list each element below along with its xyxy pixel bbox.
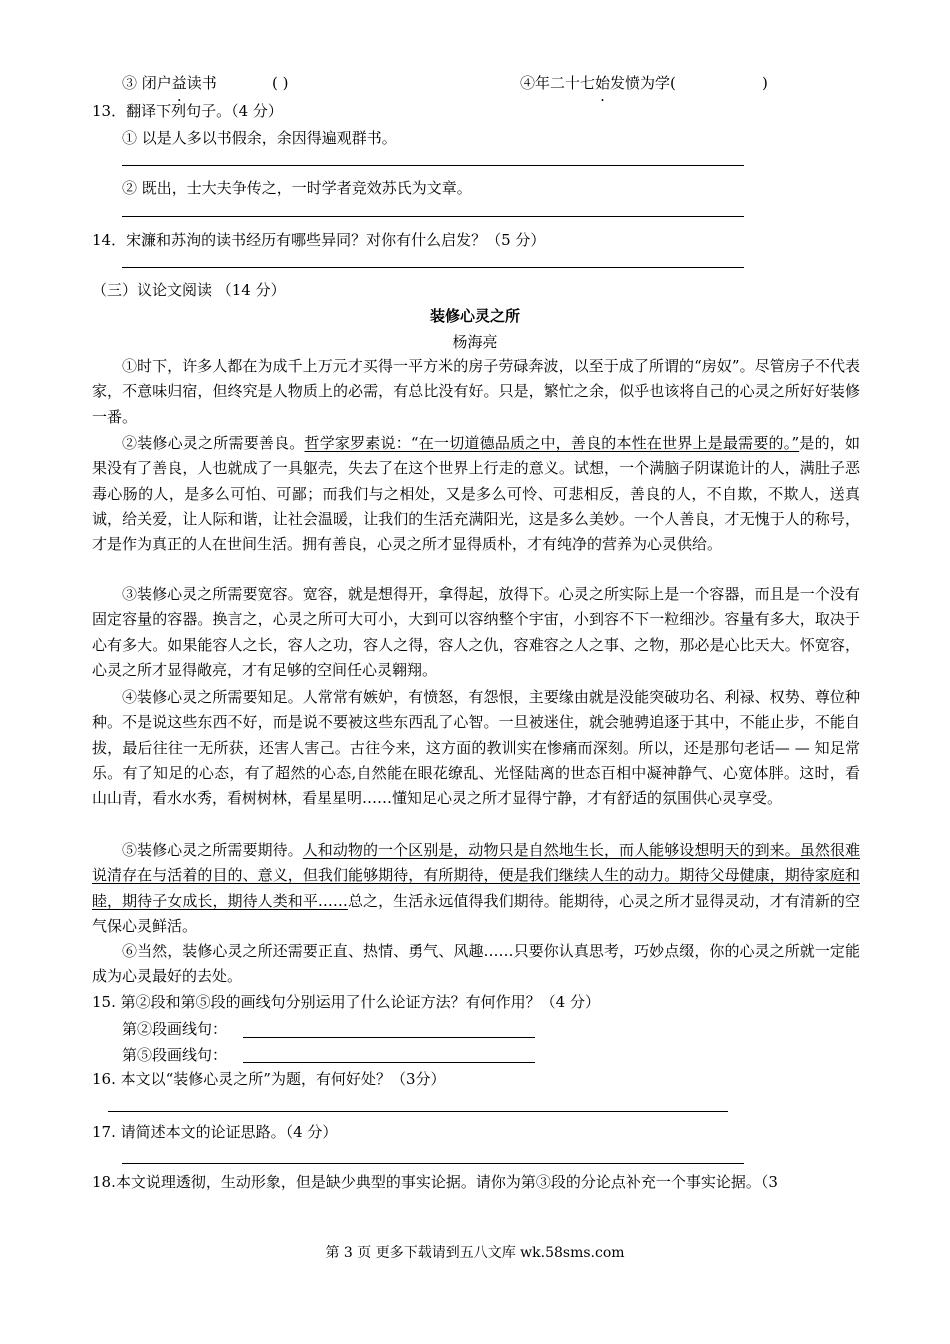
article-paragraph-4: ④装修心灵之所需要知足。人常常有嫉妒，有愤怒，有怨恨，主要缘由就是没能突破功名、利禄、权势、尊位种种。不是说这些东西不好，而是说不要被这些东西乱了心智。一旦被迷住，就会驰骋追逐于其中，不能止步，不能自拔，最后往往一无所获，还害人害己。古往今来，这方面的教训实在惨痛而深刻。所以，还是那句老话— — 知足常乐。有了知足的心态，有了超然的心态,自然能在眼花缭乱、光怪陆离的世态百相中凝神静气、心宽体胖。这时，看山山青，看水水秀，看树树林，看星星明……懂知足心灵之所才显得宁静，才有舒适的氛围供心灵享受。 bbox=[92, 688, 860, 808]
article-paragraph-2: ②装修心灵之所需要善良。哲学家罗素说：“在一切道德品质之中，善良的本性在世界上是最需要的。”是的，如果没有了善良，人也就成了一具躯壳，失去了在这个世界上行走的意义。试想，一个满脑子阴谋诡计的人，满肚子恶毒心肠的人，是多么可怕、可鄙；而我们与之相处，又是多么可怜、可悲相反，善良的人，不自欺，不欺人，送真诚，给关爱，让人际和谐，让社会温暖，让我们的生活充满阳光，这是多么美妙。一个人善良，才无愧于人的称号，才是作为真正的人在世间生活。拥有善良，心灵之所才显得质朴，才有纯净的营养为心灵供给。 bbox=[92, 434, 860, 554]
q15-stem: 15. 第②段和第⑤段的画线句分别运用了什么论证方法？有何作用？（4 分） bbox=[92, 993, 600, 1011]
underlined-quote: 哲学家罗素说：“在一切道德品质之中，善良的本性在世界上是最需要的。” bbox=[304, 434, 800, 452]
article-author: 杨海亮 bbox=[452, 333, 498, 351]
underlined-sentence: 人和动物的一个区别是，动物只是自然地生长，而人能够设想明天的到来。虽然很难说清存在与活着的目的、意义，但我们能够期待，有所期待，便是我们继续人生的动力。期待父母健康，期待家庭和睦，期待子女成长，期待人类和平…… bbox=[92, 841, 860, 910]
article-title: 装修心灵之所 bbox=[429, 307, 520, 325]
q12-item3-blank[interactable]: ( ) bbox=[272, 74, 289, 92]
q12-item4: ④年二十七始发愤为学( bbox=[520, 74, 676, 92]
q17-answer-line[interactable] bbox=[122, 1163, 744, 1164]
q16-answer-line[interactable] bbox=[108, 1111, 728, 1112]
article-paragraph-1: ①时下，许多人都在为成千上万元才买得一平方米的房子劳碌奔波，以至于成了所谓的“房奴”。尽管房子不代表家，不意味归宿，但终究是人物质上的必需，有总比没有好。只是，繁忙之余，似乎也该将自己的心灵之所好好装修一番。 bbox=[92, 357, 860, 426]
q15-answer-label-2: 第⑤段画线句： bbox=[122, 1046, 228, 1064]
section3-heading: （三）议论文阅读 （14 分） bbox=[92, 281, 286, 299]
q13-stem: 13．翻译下列句子。（4 分） bbox=[92, 102, 283, 120]
q14-stem: 14．宋濂和苏洵的读书经历有哪些异同？对你有什么启发？（5 分） bbox=[92, 231, 546, 249]
q12-item3: ③ 闭户益读书 bbox=[122, 74, 217, 92]
q15-answer-label-1: 第②段画线句： bbox=[122, 1020, 228, 1038]
q17-stem: 17. 请简述本文的论证思路。（4 分） bbox=[92, 1123, 338, 1141]
article-paragraph-3: ③装修心灵之所需要宽容。宽容，就是想得开，拿得起，放得下。心灵之所实际上是一个容器，而且是一个没有固定容量的容器。换言之，心灵之所可大可小，大到可以容纳整个宇宙，小到容不下一粒细沙。容量有多大，取决于心有多大。如果能容人之长，容人之功，容人之得，容人之仇，容难容之人之事、之物，那必是心比天大。怀宽容，心灵之所才显得敞亮，才有足够的空间任心灵翱翔。 bbox=[92, 585, 860, 679]
q13-answer-line-1[interactable] bbox=[122, 165, 744, 166]
q13-sentence-2: ② 既出，士大夫争传之，一时学者竞效苏氏为文章。 bbox=[122, 179, 472, 197]
q15-answer-line-2[interactable] bbox=[243, 1062, 535, 1063]
q16-stem: 16. 本文以“装修心灵之所”为题，有何好处？（3分） bbox=[92, 1070, 446, 1088]
article-paragraph-5: ⑤装修心灵之所需要期待。人和动物的一个区别是，动物只是自然地生长，而人能够设想明天的到来。虽然很难说清存在与活着的目的、意义，但我们能够期待，有所期待，便是我们继续人生的动力。期待父母健康，期待家庭和睦，期待子女成长，期待人类和平……总之，生活永远值得我们期待。能期待，心灵之所才显得灵动，才有清新的空气保心灵鲜活。 bbox=[92, 841, 860, 935]
q13-sentence-1: ① 以是人多以书假余，余因得遍观群书。 bbox=[122, 129, 397, 147]
q14-answer-line[interactable] bbox=[122, 267, 744, 268]
q12-item4-close: ) bbox=[762, 74, 768, 92]
q18-stem: 18.本文说理透彻，生动形象，但是缺少典型的事实论据。请你为第③段的分论点补充一个事实论据。（3 bbox=[92, 1173, 778, 1191]
page-footer: 第 3 页 更多下载请到五八文库 wk.58sms.com bbox=[325, 1245, 625, 1261]
article-paragraph-6: ⑥当然，装修心灵之所还需要正直、热情、勇气、风趣……只要你认真思考，巧妙点缀，你的心灵之所就一定能成为心灵最好的去处。 bbox=[92, 942, 860, 986]
q13-answer-line-2[interactable] bbox=[122, 216, 744, 217]
q15-answer-line-1[interactable] bbox=[243, 1037, 535, 1038]
